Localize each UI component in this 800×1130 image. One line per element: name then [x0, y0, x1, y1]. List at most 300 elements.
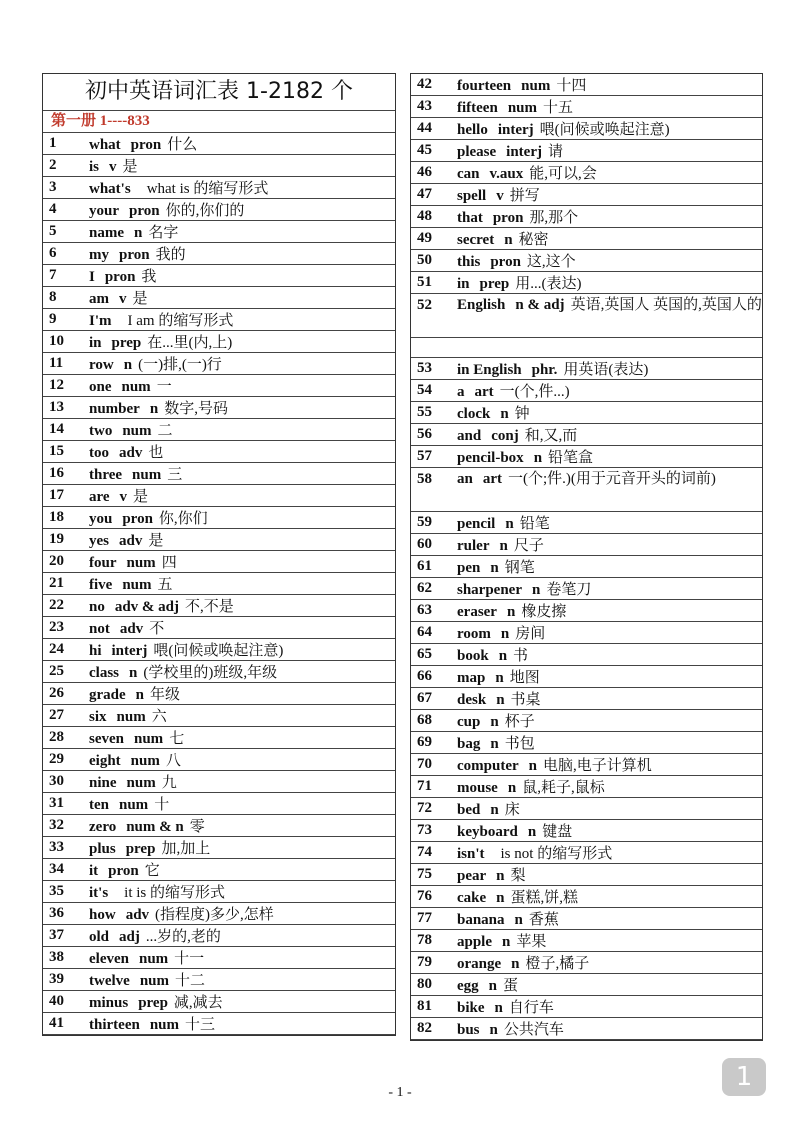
entry-number: 20: [43, 551, 83, 573]
vocab-row: [43, 309, 395, 331]
entry-content: [83, 1013, 395, 1035]
entry-word: in: [89, 335, 102, 351]
vocab-row: [43, 1013, 395, 1035]
entry-content: [451, 294, 762, 338]
entry-content: [451, 732, 762, 754]
vocab-row: [411, 886, 762, 908]
entry-word: class: [89, 665, 119, 681]
entry-meaning: 电脑,电子计算机: [543, 758, 652, 774]
entry-word: one: [89, 379, 112, 395]
entry-word: old: [89, 929, 110, 945]
entry-number: 28: [43, 727, 83, 749]
entry-number: 44: [411, 118, 451, 140]
vocab-row: [411, 666, 762, 688]
entry-content: [451, 1018, 762, 1040]
entry-meaning: 喂(问候或唤起注意): [539, 122, 670, 138]
entry-meaning: 钟: [514, 406, 530, 422]
entry-word: bike: [457, 1000, 485, 1016]
entry-pos: pron: [129, 203, 160, 219]
entry-meaning: 十: [154, 797, 170, 813]
entry-content: [451, 842, 762, 864]
entry-number: 37: [43, 925, 83, 947]
entry-content: [83, 815, 395, 837]
vocab-row: [411, 952, 762, 974]
entry-content: [451, 228, 762, 250]
entry-pos: n: [506, 604, 516, 620]
entry-number: 41: [43, 1013, 83, 1035]
entry-content: [83, 969, 395, 991]
entry-meaning: 公共汽车: [503, 1022, 564, 1038]
entry-number: 12: [43, 375, 83, 397]
entry-meaning: 用英语(表达): [563, 362, 649, 378]
entry-pos: num: [134, 731, 164, 747]
entry-meaning: 能,可以,会: [529, 166, 597, 182]
entry-content: [83, 331, 395, 353]
vocab-row: [411, 820, 762, 842]
entry-content: [451, 622, 762, 644]
entry-meaning: 用...(表达): [515, 276, 582, 292]
entry-meaning: 是: [148, 533, 164, 549]
entry-content: [451, 534, 762, 556]
entry-meaning: 香蕉: [528, 912, 559, 928]
entry-number: 75: [411, 864, 451, 886]
entry-pos: n: [500, 406, 509, 422]
entry-meaning: 铅笔: [519, 516, 550, 532]
entry-meaning: 书包: [504, 736, 535, 752]
entry-word: grade: [89, 687, 126, 703]
entry-pos: phr.: [531, 362, 558, 378]
entry-content: [451, 864, 762, 886]
entry-pos: n: [507, 780, 517, 796]
entry-content: [83, 397, 395, 419]
entry-pos: n: [527, 824, 537, 840]
entry-word: computer: [457, 758, 519, 774]
entry-pos: n: [528, 758, 537, 774]
entry-number: 56: [411, 424, 451, 446]
entry-content: [83, 441, 395, 463]
vocab-row: [43, 243, 395, 265]
entry-content: [451, 206, 762, 228]
entry-word: secret: [457, 232, 495, 248]
entry-word: bag: [457, 736, 481, 752]
entry-number: 52: [411, 294, 451, 338]
entry-word: not: [89, 621, 110, 637]
entry-word: room: [457, 626, 491, 642]
entry-pos: n: [502, 934, 511, 950]
entry-number: 50: [411, 250, 451, 272]
entry-word: hello: [457, 122, 488, 138]
entry-meaning: 蛋糕,饼,糕: [510, 890, 579, 906]
entry-pos: num: [132, 467, 162, 483]
entry-number: 69: [411, 732, 451, 754]
entry-number: 22: [43, 595, 83, 617]
entry-word: pear: [457, 868, 487, 884]
entry-word: apple: [457, 934, 493, 950]
entry-word: pencil: [457, 516, 496, 532]
entry-word: map: [457, 670, 486, 686]
vocab-row: [411, 294, 762, 338]
entry-number: 64: [411, 622, 451, 644]
entry-word: bus: [457, 1022, 480, 1038]
entry-pos: n: [532, 582, 541, 598]
entry-content: [83, 837, 395, 859]
page-title: 初中英语词汇表 1-2182 个: [43, 74, 395, 111]
vocab-row: [411, 864, 762, 886]
entry-word: book: [457, 648, 489, 664]
entry-meaning: 十三: [185, 1017, 216, 1033]
entry-word: nine: [89, 775, 117, 791]
entry-word: banana: [457, 912, 505, 928]
entry-meaning: 地图: [509, 670, 540, 686]
entry-word: I: [89, 269, 95, 285]
entry-number: 67: [411, 688, 451, 710]
entry-number: 11: [43, 353, 83, 375]
entry-word: zero: [89, 819, 117, 835]
vocab-row: [411, 140, 762, 162]
entry-number: 57: [411, 446, 451, 468]
entry-word: are: [89, 489, 110, 505]
entry-content: [83, 661, 395, 683]
entry-meaning: 秘密: [518, 232, 549, 248]
vocab-row: [43, 331, 395, 353]
entry-pos: n: [533, 450, 543, 466]
entry-meaning: 橡皮擦: [521, 604, 567, 620]
entry-pos: n: [149, 401, 159, 417]
entry-pos: num: [126, 555, 156, 571]
entry-number: 74: [411, 842, 451, 864]
vocab-row: [43, 353, 395, 375]
entry-content: [451, 74, 762, 96]
entry-word: cup: [457, 714, 481, 730]
vocab-row: [411, 402, 762, 424]
entry-number: 81: [411, 996, 451, 1018]
entry-word: and: [457, 428, 482, 444]
entry-word: in English: [457, 362, 522, 378]
entry-meaning: 是: [133, 489, 149, 505]
entry-meaning: 键盘: [542, 824, 573, 840]
entry-meaning: it is 的缩写形式: [124, 885, 226, 901]
entry-pos: n: [123, 357, 133, 373]
entry-word: I'm: [89, 313, 112, 329]
entry-content: [451, 930, 762, 952]
entry-pos: num: [119, 797, 149, 813]
entry-word: this: [457, 254, 481, 270]
vocab-row: [411, 228, 762, 250]
entry-meaning: 我的: [155, 247, 186, 263]
entry-content: [451, 380, 762, 402]
entry-number: 14: [43, 419, 83, 441]
entry-content: [451, 358, 762, 380]
page-number: - 1 -: [388, 1085, 412, 1100]
vocab-row: [43, 991, 395, 1013]
vocab-row: [411, 184, 762, 206]
entry-content: [83, 419, 395, 441]
entry-word: desk: [457, 692, 487, 708]
entry-content: [451, 424, 762, 446]
entry-pos: num: [521, 78, 551, 94]
entry-meaning: 你,你们: [158, 511, 208, 527]
entry-number: 47: [411, 184, 451, 206]
entry-word: name: [89, 225, 124, 241]
entry-pos: num: [126, 775, 156, 791]
entry-pos: prep: [111, 335, 142, 351]
entry-number: 78: [411, 930, 451, 952]
entry-word: five: [89, 577, 113, 593]
entry-pos: num: [149, 1017, 180, 1033]
entry-word: eleven: [89, 951, 129, 967]
entry-number: 15: [43, 441, 83, 463]
entry-pos: pron: [130, 137, 162, 153]
entry-content: [451, 776, 762, 798]
entry-meaning: 钢笔: [504, 560, 535, 576]
entry-content: [83, 529, 395, 551]
entry-meaning: 鼠,耗子,鼠标: [522, 780, 605, 796]
entry-word: too: [89, 445, 109, 461]
entry-number: 24: [43, 639, 83, 661]
entry-number: 7: [43, 265, 83, 287]
entry-pos: n: [490, 714, 499, 730]
entry-word: mouse: [457, 780, 498, 796]
entry-meaning: (指程度)多少,怎样: [155, 907, 274, 923]
entry-number: 71: [411, 776, 451, 798]
entry-word: isn't: [457, 846, 485, 862]
entry-number: 19: [43, 529, 83, 551]
entry-word: twelve: [89, 973, 130, 989]
entry-pos: interj: [497, 122, 534, 138]
vocab-row: [43, 463, 395, 485]
entry-word: what: [89, 137, 121, 153]
vocab-row: [411, 96, 762, 118]
entry-number: 27: [43, 705, 83, 727]
entry-number: 53: [411, 358, 451, 380]
entry-number: 48: [411, 206, 451, 228]
entry-pos: n: [490, 736, 499, 752]
entry-meaning: 什么: [167, 137, 198, 153]
entry-content: [83, 573, 395, 595]
vocab-row: [411, 512, 762, 534]
entry-pos: n: [495, 670, 504, 686]
entry-number: 70: [411, 754, 451, 776]
entry-pos: prep: [138, 995, 168, 1011]
entry-pos: n: [496, 868, 505, 884]
entry-meaning: 十四: [556, 78, 587, 94]
entry-word: yes: [89, 533, 109, 549]
entry-pos: n: [500, 626, 510, 642]
vocab-table-right: [410, 73, 763, 1041]
entry-word: is: [89, 159, 100, 175]
entry-meaning: (学校里的)班级,年级: [143, 665, 278, 681]
entry-word: an: [457, 471, 473, 487]
vocab-row: [411, 710, 762, 732]
vocab-row: [43, 639, 395, 661]
vocab-row: [43, 617, 395, 639]
entry-number: 42: [411, 74, 451, 96]
entry-content: [83, 155, 395, 177]
entry-meaning: 不,不是: [185, 599, 234, 615]
entry-meaning: (一)排,(一)行: [138, 357, 222, 373]
entry-pos: prep: [125, 841, 156, 857]
entry-content: [451, 272, 762, 294]
entry-content: [451, 402, 762, 424]
vocab-row: [43, 793, 395, 815]
entry-pos: num: [116, 709, 146, 725]
entry-word: eight: [89, 753, 121, 769]
vocab-row: [43, 969, 395, 991]
entry-pos: adv & adj: [114, 599, 180, 615]
entry-pos: n: [499, 538, 508, 554]
entry-pos: art: [482, 471, 502, 487]
entry-content: [451, 446, 762, 468]
entry-pos: prep: [479, 276, 510, 292]
entry-content: [83, 859, 395, 881]
vocab-row: [411, 644, 762, 666]
entry-content: [83, 617, 395, 639]
vocab-row: [411, 74, 762, 96]
entry-number: 13: [43, 397, 83, 419]
entry-word: thirteen: [89, 1017, 140, 1033]
entry-content: [83, 639, 395, 661]
entry-content: [83, 727, 395, 749]
entry-word: pen: [457, 560, 481, 576]
entry-meaning: 蛋: [503, 978, 519, 994]
entry-content: [451, 162, 762, 184]
entry-meaning: 五: [157, 577, 173, 593]
entry-word: hi: [89, 643, 102, 659]
entry-word: my: [89, 247, 109, 263]
entry-number: 35: [43, 881, 83, 903]
entry-meaning: 减,减去: [173, 995, 223, 1011]
entry-number: 61: [411, 556, 451, 578]
entry-content: [451, 798, 762, 820]
entry-meaning: 在...里(内,上): [147, 335, 233, 351]
entry-number: 10: [43, 331, 83, 353]
entry-meaning: 一(个;件.)(用于元音开头的词前): [508, 471, 716, 487]
vocab-row: [411, 358, 762, 380]
entry-pos: interj: [111, 643, 148, 659]
entry-word: am: [89, 291, 109, 307]
vocab-row: [43, 419, 395, 441]
entry-number: 55: [411, 402, 451, 424]
vocab-row: [43, 881, 395, 903]
entry-content: [451, 820, 762, 842]
entry-pos: num: [130, 753, 160, 769]
entry-number: 63: [411, 600, 451, 622]
entry-word: plus: [89, 841, 116, 857]
entry-number: 72: [411, 798, 451, 820]
entry-meaning: 这,这个: [526, 254, 576, 270]
entry-meaning: I am 的缩写形式: [127, 313, 234, 329]
entry-pos: n: [505, 516, 514, 532]
entry-number: 29: [43, 749, 83, 771]
entry-pos: n: [498, 648, 508, 664]
entry-number: 1: [43, 133, 83, 155]
entry-content: [83, 199, 395, 221]
vocab-row: [43, 815, 395, 837]
entry-meaning: 加,加上: [161, 841, 211, 857]
entry-number: 82: [411, 1018, 451, 1040]
entry-number: 4: [43, 199, 83, 221]
entry-content: [83, 793, 395, 815]
vocab-row: [411, 118, 762, 140]
entry-content: [83, 881, 395, 903]
entry-content: [83, 309, 395, 331]
vocab-row: [411, 534, 762, 556]
entry-pos: adj: [119, 929, 140, 945]
entry-pos: num: [122, 577, 152, 593]
vocab-row: [411, 578, 762, 600]
vocab-row: [43, 705, 395, 727]
entry-number: 62: [411, 578, 451, 600]
entry-word: please: [457, 144, 497, 160]
entry-meaning: 是: [132, 291, 148, 307]
entry-pos: n: [504, 232, 513, 248]
vocab-row: [43, 485, 395, 507]
entry-pos: n: [511, 956, 520, 972]
entry-pos: num: [138, 951, 169, 967]
entry-word: how: [89, 907, 116, 923]
entry-meaning: 它: [144, 863, 160, 879]
entry-meaning: 七: [169, 731, 185, 747]
entry-pos: art: [474, 384, 494, 400]
entry-meaning: 零: [189, 819, 205, 835]
entry-pos: num & n: [126, 819, 184, 835]
entry-content: [83, 265, 395, 287]
entry-number: 33: [43, 837, 83, 859]
entry-content: [83, 287, 395, 309]
entry-number: 59: [411, 512, 451, 534]
entry-pos: interj: [506, 144, 542, 160]
entry-content: [451, 118, 762, 140]
entry-meaning: 书: [513, 648, 529, 664]
entry-content: [83, 749, 395, 771]
vocab-row: [411, 206, 762, 228]
entry-number: 65: [411, 644, 451, 666]
vocab-table-left: [42, 73, 396, 1036]
vocab-row: [43, 199, 395, 221]
entry-word: spell: [457, 188, 487, 204]
entry-content: [451, 886, 762, 908]
entry-pos: num: [121, 379, 151, 395]
entry-number: 16: [43, 463, 83, 485]
entry-word: orange: [457, 956, 502, 972]
vocab-row: [43, 177, 395, 199]
vocab-row: [43, 749, 395, 771]
entry-meaning: 八: [165, 753, 181, 769]
entry-number: 45: [411, 140, 451, 162]
entry-content: [83, 903, 395, 925]
page-badge[interactable]: 1: [722, 1058, 766, 1096]
entry-meaning: 四: [161, 555, 177, 571]
vocab-row: [43, 133, 395, 155]
entry-number: 43: [411, 96, 451, 118]
vocab-row: [411, 468, 762, 512]
entry-number: 40: [43, 991, 83, 1013]
entry-meaning: 橙子,橘子: [525, 956, 590, 972]
entry-word: in: [457, 276, 470, 292]
entry-content: [451, 250, 762, 272]
entry-content: [451, 644, 762, 666]
entry-number: 60: [411, 534, 451, 556]
entry-content: [83, 705, 395, 727]
entry-pos: n: [496, 890, 505, 906]
entry-number: 32: [43, 815, 83, 837]
entry-content: [451, 710, 762, 732]
entry-word: seven: [89, 731, 124, 747]
vocab-row: [43, 683, 395, 705]
entry-pos: pron: [122, 511, 153, 527]
vocab-row: [411, 622, 762, 644]
entry-word: what's: [89, 181, 131, 197]
